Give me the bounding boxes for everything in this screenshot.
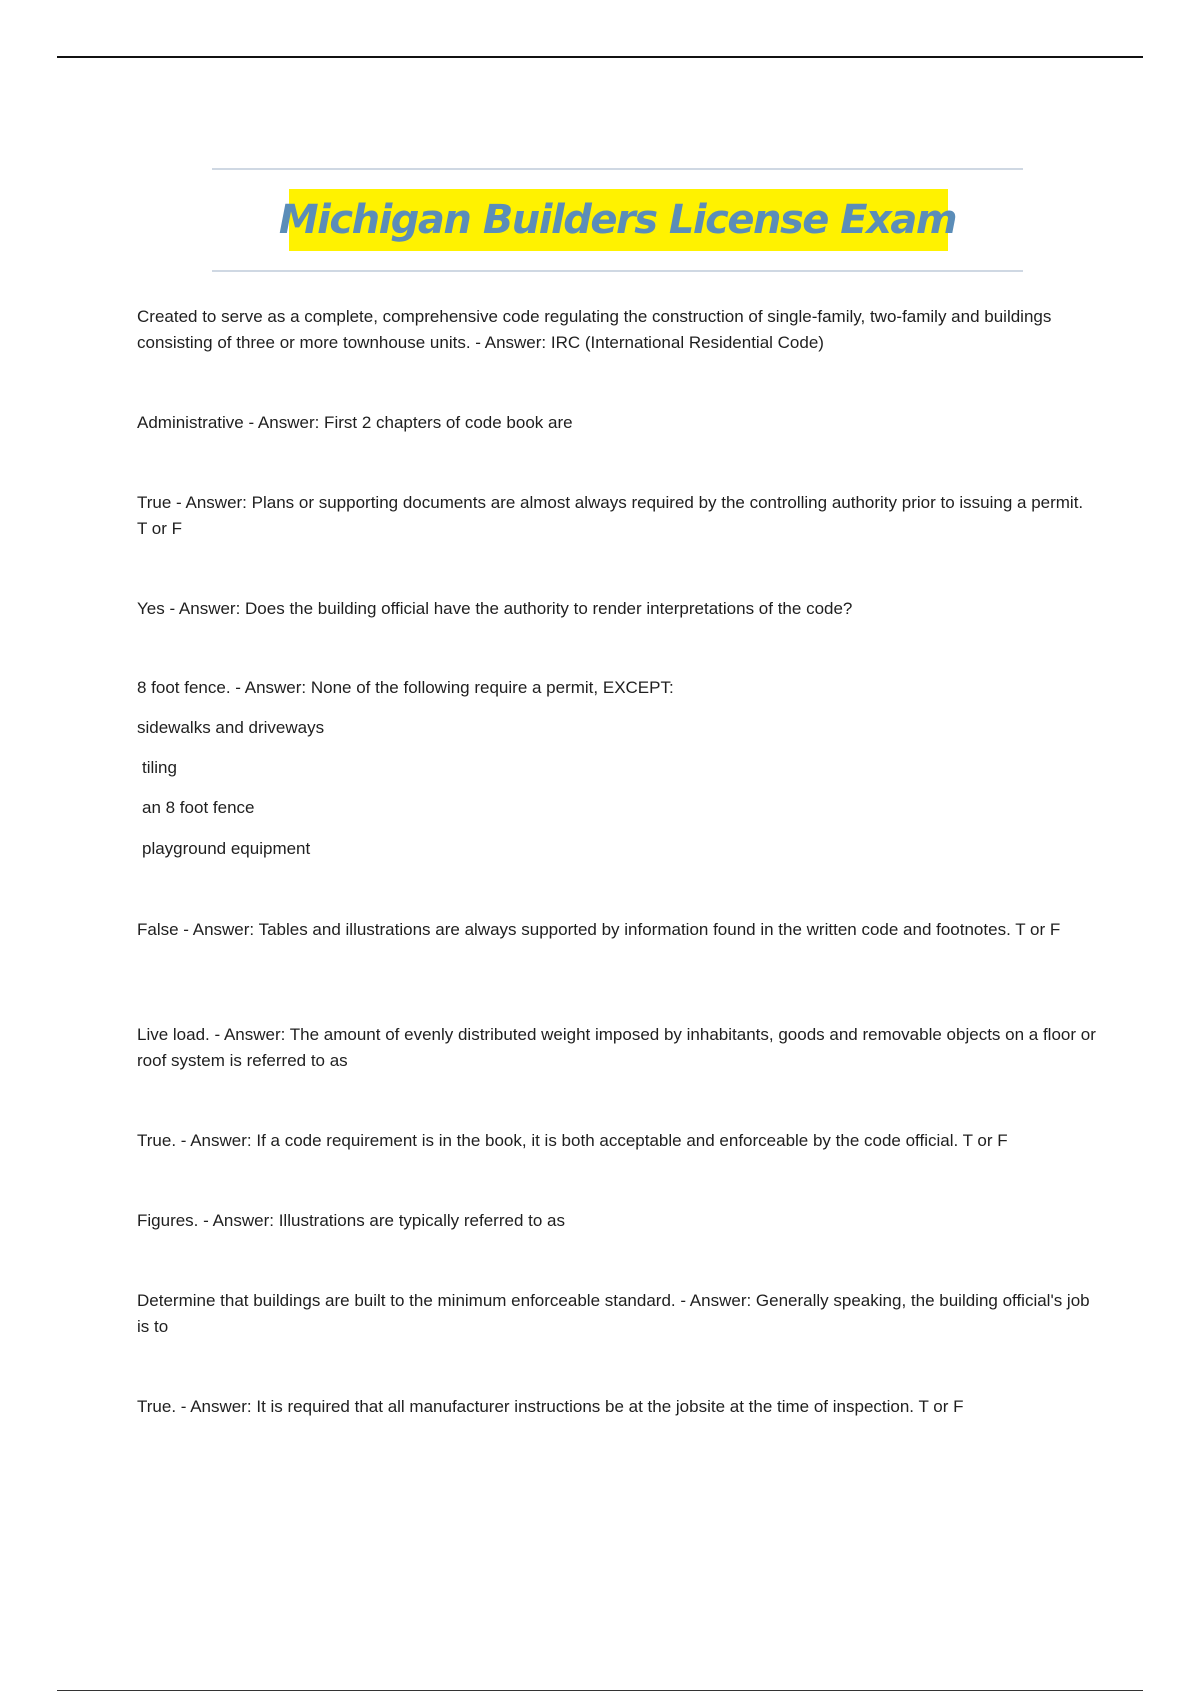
- qa-item-10: Determine that buildings are built to the minimum enforceable standard. - Answer: Generally speaking, the building official's job is to: [137, 1291, 1090, 1336]
- page-bottom-rule: [57, 1690, 1143, 1691]
- qa-item-5: 8 foot fence. - Answer: None of the following require a permit, EXCEPT:: [137, 678, 674, 697]
- qa-item-11: True. - Answer: It is required that all manufacturer instructions be at the jobsite at the time of inspection. T or F: [137, 1397, 964, 1416]
- qa-item-9: Figures. - Answer: Illustrations are typically referred to as: [137, 1211, 565, 1230]
- qa-item-2: Administrative - Answer: First 2 chapters of code book are: [137, 413, 573, 432]
- option-playground: playground equipment: [142, 839, 311, 858]
- title-lower-rule: [212, 270, 1023, 272]
- option-sidewalks: sidewalks and driveways: [137, 718, 325, 737]
- qa-item-4: Yes - Answer: Does the building official have the authority to render interpretations of the code?: [137, 599, 853, 618]
- qa-item-6: False - Answer: Tables and illustrations are always supported by information found in the written code and footnotes. T or F: [137, 920, 1061, 939]
- page-top-rule: [57, 56, 1143, 58]
- option-tiling: tiling: [142, 758, 177, 777]
- title-upper-rule: [212, 168, 1023, 170]
- qa-item-1: Created to serve as a complete, comprehensive code regulating the construction of single-family, two-family and buildings consisting of three or more townhouse units. - Answer: IRC (International Residential Code): [137, 307, 1052, 352]
- title-block: [212, 168, 1023, 272]
- qa-item-7: Live load. - Answer: The amount of evenly distributed weight imposed by inhabitants, goods and removable objects on a floor or roof system is referred to as: [137, 1025, 1096, 1070]
- qa-item-8: True. - Answer: If a code requirement is in the book, it is both acceptable and enforceable by the code official. T or F: [137, 1131, 1008, 1150]
- qa-item-3: True - Answer: Plans or supporting documents are almost always required by the controlling authority prior to issuing a permit. T or F: [137, 493, 1084, 538]
- option-fence: an 8 foot fence: [142, 798, 255, 817]
- document-title: Michigan Builders License Exam: [278, 197, 957, 243]
